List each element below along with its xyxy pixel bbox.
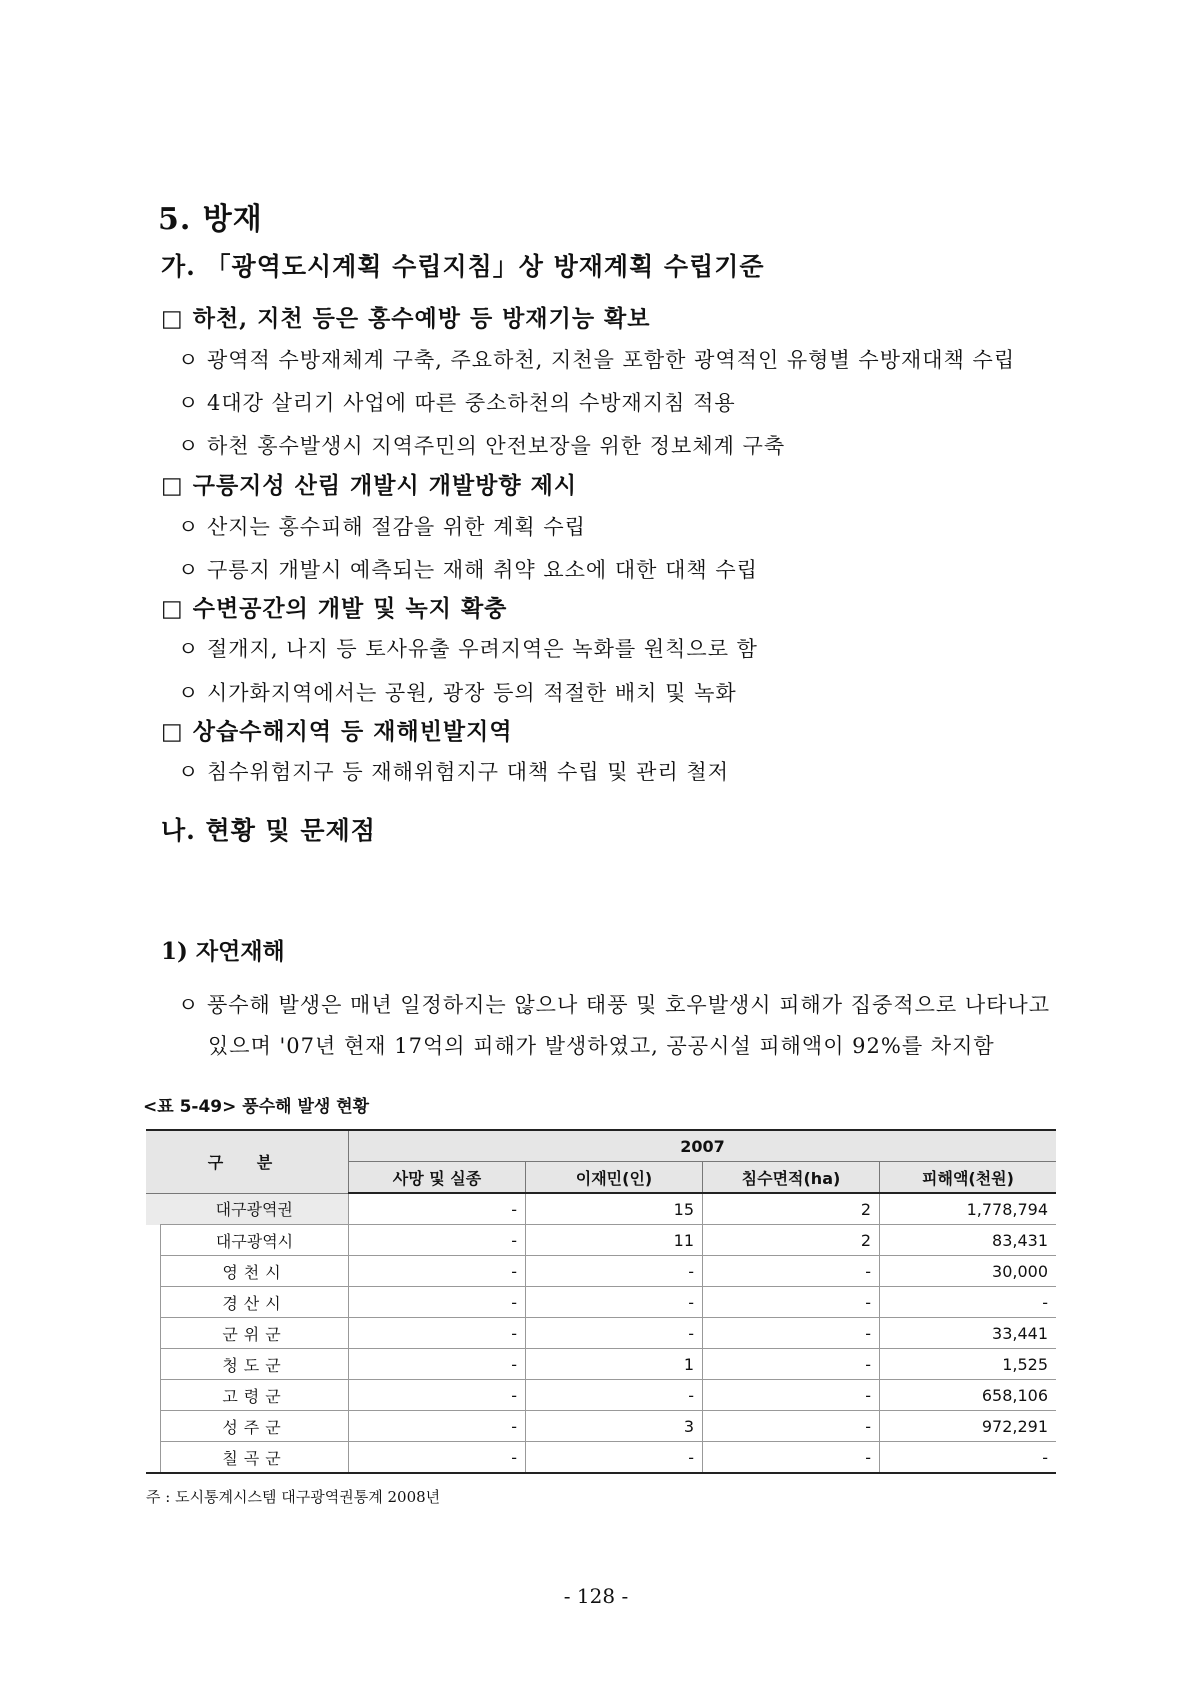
table-year-header: 2007 bbox=[349, 1130, 1057, 1162]
table-row bbox=[146, 1349, 1056, 1380]
table-cell: - bbox=[349, 1349, 526, 1380]
table-cell: - bbox=[880, 1442, 1057, 1474]
table-cell: - bbox=[526, 1318, 703, 1349]
table-column-header: 사망 및 실종 bbox=[349, 1162, 526, 1194]
table-corner-header: 구 분 bbox=[146, 1130, 349, 1193]
table-cell: 11 bbox=[526, 1225, 703, 1256]
table-column-header: 피해액(천원) bbox=[880, 1162, 1057, 1194]
table-cell: - bbox=[526, 1256, 703, 1287]
table-cell bbox=[146, 1225, 161, 1256]
bullet-item: ㅇ 하천 홍수발생시 지역주민의 안전보장을 위한 정보체계 구축 bbox=[178, 434, 786, 458]
table-cell bbox=[146, 1380, 161, 1411]
table-column-header: 침수면적(ha) bbox=[703, 1162, 880, 1194]
table-caption: <표 5-49> 풍수해 발생 현황 bbox=[143, 1097, 370, 1117]
table-cell: - bbox=[703, 1349, 880, 1380]
table-cell bbox=[146, 1256, 161, 1287]
table-cell: - bbox=[349, 1256, 526, 1287]
table-row-label: 군위군 bbox=[161, 1318, 349, 1349]
damage-table bbox=[146, 1129, 1056, 1474]
table-cell: - bbox=[703, 1380, 880, 1411]
table-cell: 2 bbox=[703, 1225, 880, 1256]
table-cell: - bbox=[526, 1380, 703, 1411]
sub-heading: 1) 자연재해 bbox=[161, 938, 285, 965]
table-cell bbox=[146, 1287, 161, 1318]
table-cell: 3 bbox=[526, 1411, 703, 1442]
bullet-item: ㅇ 4대강 살리기 사업에 따른 중소하천의 수방재지침 적용 bbox=[178, 391, 736, 415]
table-cell: 972,291 bbox=[880, 1411, 1057, 1442]
table-row-label: 영천시 bbox=[161, 1256, 349, 1287]
table-row-label: 칠곡군 bbox=[161, 1442, 349, 1474]
table-cell: - bbox=[349, 1287, 526, 1318]
table-cell: 15 bbox=[526, 1193, 703, 1225]
paragraph-line: ㅇ 풍수해 발생은 매년 일정하지는 않으나 태풍 및 호우발생시 피해가 집중적으로 나타나고 bbox=[178, 993, 1051, 1017]
table-cell: 30,000 bbox=[880, 1256, 1057, 1287]
table-cell: 1,778,794 bbox=[880, 1193, 1057, 1225]
table-row-label: 대구광역권 bbox=[161, 1193, 349, 1225]
table-column-header: 이재민(인) bbox=[526, 1162, 703, 1194]
table-cell: - bbox=[349, 1318, 526, 1349]
table-cell bbox=[146, 1318, 161, 1349]
table-row bbox=[146, 1193, 1056, 1225]
subsection-title-ga: 가. 「광역도시계획 수립지침」상 방재계획 수립기준 bbox=[161, 252, 765, 281]
bullet-item: ㅇ 광역적 수방재체계 구축, 주요하천, 지천을 포함한 광역적인 유형별 수방재대책 수립 bbox=[178, 348, 1016, 372]
bullet-item: ㅇ 절개지, 나지 등 토사유출 우려지역은 녹화를 원칙으로 함 bbox=[178, 637, 758, 661]
table-cell: - bbox=[703, 1256, 880, 1287]
table-cell: - bbox=[349, 1225, 526, 1256]
table-row-label: 경산시 bbox=[161, 1287, 349, 1318]
bullet-item: ㅇ 침수위험지구 등 재해위험지구 대책 수립 및 관리 철저 bbox=[178, 760, 729, 784]
table-cell: - bbox=[349, 1411, 526, 1442]
table-cell: - bbox=[349, 1380, 526, 1411]
table-row bbox=[146, 1380, 1056, 1411]
table-cell: - bbox=[349, 1442, 526, 1474]
table-row bbox=[146, 1225, 1056, 1256]
table-cell: 1 bbox=[526, 1349, 703, 1380]
table-row bbox=[146, 1287, 1056, 1318]
bullet-item: ㅇ 시가화지역에서는 공원, 광장 등의 적절한 배치 및 녹화 bbox=[178, 681, 737, 705]
page-number: - 128 - bbox=[563, 1584, 629, 1608]
table-cell: 33,441 bbox=[880, 1318, 1057, 1349]
table-cell: - bbox=[526, 1442, 703, 1474]
table-row-label: 대구광역시 bbox=[161, 1225, 349, 1256]
table-row-label: 청도군 bbox=[161, 1349, 349, 1380]
table-cell: 658,106 bbox=[880, 1380, 1057, 1411]
table-cell: 83,431 bbox=[880, 1225, 1057, 1256]
table-cell: 1,525 bbox=[880, 1349, 1057, 1380]
table-row bbox=[146, 1256, 1056, 1287]
table-row-label: 고령군 bbox=[161, 1380, 349, 1411]
table-row bbox=[146, 1411, 1056, 1442]
table-note: 주 : 도시통계시스템 대구광역권통계 2008년 bbox=[146, 1488, 441, 1506]
table-row bbox=[146, 1318, 1056, 1349]
table-cell: 2 bbox=[703, 1193, 880, 1225]
table-cell: - bbox=[349, 1193, 526, 1225]
table-cell: - bbox=[880, 1287, 1057, 1318]
table-cell bbox=[146, 1349, 161, 1380]
group-heading: □ 수변공간의 개발 및 녹지 확충 bbox=[161, 595, 508, 622]
table-cell bbox=[146, 1193, 161, 1225]
table-row bbox=[146, 1442, 1056, 1474]
group-heading: □ 상습수해지역 등 재해빈발지역 bbox=[161, 718, 513, 745]
table-cell bbox=[146, 1442, 161, 1474]
table-cell: - bbox=[703, 1411, 880, 1442]
table-cell: - bbox=[703, 1318, 880, 1349]
bullet-item: ㅇ 구릉지 개발시 예측되는 재해 취약 요소에 대한 대책 수립 bbox=[178, 558, 758, 582]
table-cell bbox=[146, 1411, 161, 1442]
paragraph bbox=[178, 985, 1078, 1067]
table-cell: - bbox=[526, 1287, 703, 1318]
table-row-label: 성주군 bbox=[161, 1411, 349, 1442]
table-cell: - bbox=[703, 1442, 880, 1474]
group-heading: □ 하천, 지천 등은 홍수예방 등 방재기능 확보 bbox=[161, 305, 651, 332]
paragraph-line: 있으며 '07년 현재 17억의 피해가 발생하였고, 공공시설 피해액이 92%를 차지함 bbox=[208, 1034, 995, 1058]
subsection-title-na: 나. 현황 및 문제점 bbox=[161, 816, 376, 845]
group-heading: □ 구릉지성 산림 개발시 개발방향 제시 bbox=[161, 472, 578, 499]
section-title: 5. 방재 bbox=[158, 202, 263, 237]
bullet-item: ㅇ 산지는 홍수피해 절감을 위한 계획 수립 bbox=[178, 515, 586, 539]
table-cell: - bbox=[703, 1287, 880, 1318]
